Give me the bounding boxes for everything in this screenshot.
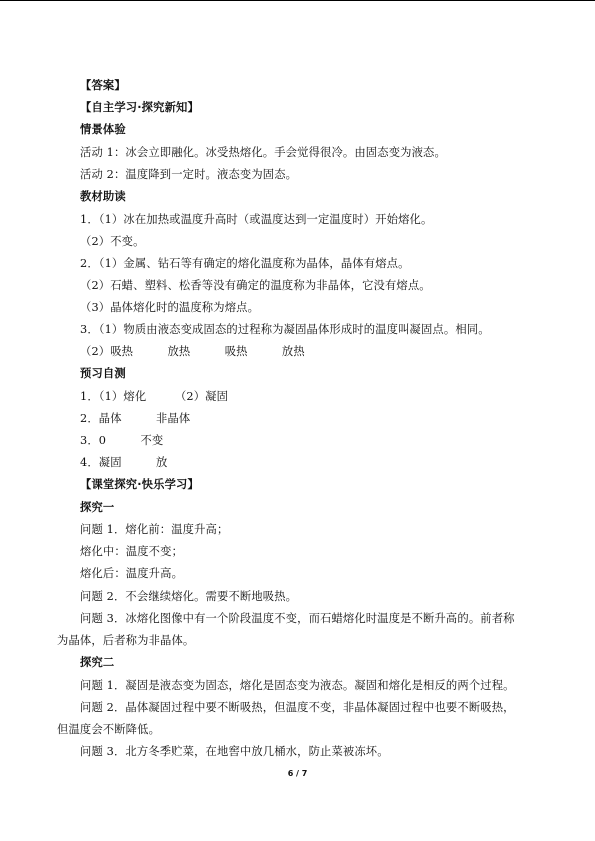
answer-line: 问题 2．晶体凝固过程中要不断吸热，但温度不变，非晶体凝固过程中也要不断吸热， [80,701,515,714]
answer-line: 2．（1）金属、钻石等有确定的熔化温度称为晶体，晶体有熔点。 [80,257,410,270]
answer-line: 2．晶体 非晶体 [80,412,191,425]
answer-line: 问题 3．冰熔化图像中有一个阶段温度不变，而石蜡熔化时温度是不断升高的。前者称 [80,612,515,625]
answer-line: 但温度会不断降低。 [57,723,161,736]
section-heading: 探究一 [80,501,115,514]
answer-line: 3．（1）物质由液态变成固态的过程称为凝固晶体形成时的温度叫凝固点。相同。 [80,323,490,336]
answer-line: （2）石蜡、塑料、松香等没有确定的温度称为非晶体，它没有熔点。 [80,279,431,292]
answer-line: 问题 2．不会继续熔化。需要不断地吸热。 [80,590,298,603]
answer-line: 问题 3．北方冬季贮菜，在地窖中放几桶水，防止菜被冻坏。 [80,745,389,758]
answer-line: 活动 1：冰会立即融化。冰受热熔化。手会觉得很冷。由固态变为液态。 [80,146,446,159]
answer-line: 1．（1）熔化 （2）凝固 [80,390,229,403]
answer-line: （2）不变。 [80,235,145,248]
section-heading: 预习自测 [80,367,126,380]
section-heading: 【答案】 [80,79,126,92]
section-heading: 探究二 [80,656,115,669]
section-heading: 情景体验 [80,123,126,136]
answer-line: 1．（1）冰在加热或温度升高时（或温度达到一定温度时）开始熔化。 [80,213,433,226]
answer-line: 4．凝固 放 [80,456,168,469]
answer-line: 3．0 不变 [80,434,164,447]
answer-line: （2）吸热 放热 吸热 放热 [80,345,305,358]
top-border-line [0,0,595,1]
answer-line: （3）晶体熔化时的温度称为熔点。 [80,301,260,314]
answer-line: 问题 1．凝固是液态变为固态，熔化是固态变为液态。凝固和熔化是相反的两个过程。 [80,679,515,692]
section-heading: 教材助读 [80,190,126,203]
answer-line: 为晶体，后者称为非晶体。 [57,634,195,647]
answer-line: 问题 1．熔化前：温度升高； [80,523,229,536]
page-number: 6 / 7 [287,769,308,778]
answer-line: 熔化中：温度不变； [80,545,184,558]
answer-line: 活动 2：温度降到一定时。液态变为固态。 [80,168,298,181]
section-heading: 【自主学习·探究新知】 [80,101,199,114]
answer-line: 熔化后：温度升高。 [80,567,184,580]
section-heading: 【课堂探究·快乐学习】 [80,478,199,491]
